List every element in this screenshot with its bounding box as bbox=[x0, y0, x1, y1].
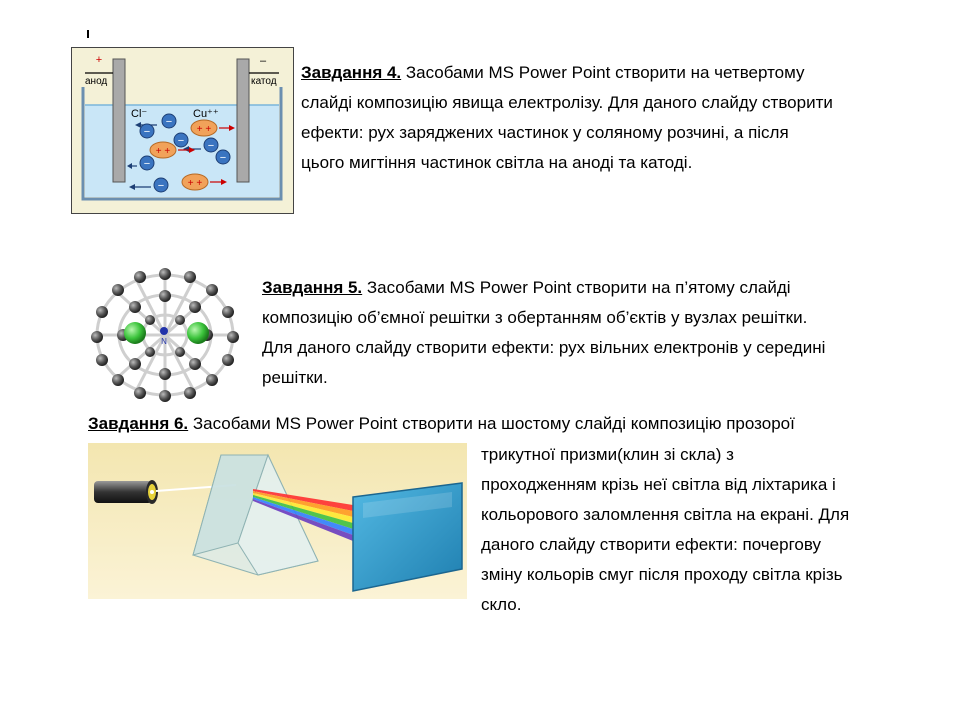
task-6-line-4: кольорового заломлення світла на екрані. Для bbox=[481, 505, 850, 524]
task-5-line-1: Засобами MS Power Point створити на п’ятому слайді bbox=[362, 278, 791, 297]
task-4-line-1: Засобами MS Power Point створити на четвертому bbox=[401, 63, 805, 82]
anion-particle bbox=[174, 133, 188, 147]
task-5-heading: Завдання 5. bbox=[262, 278, 363, 297]
task-6-line-3: проходженням крізь неї світла від ліхтарика і bbox=[481, 475, 836, 494]
task-5-line-2: композицію об’ємної решітки з обертанням об’єктів у вузлах решітки. bbox=[262, 308, 808, 327]
task-6-line-6: зміну кольорів смуг після проходу світла крізь bbox=[481, 565, 843, 584]
task-6-line-7: скло. bbox=[481, 595, 522, 614]
svg-text:+ +: + + bbox=[187, 178, 203, 189]
chloride-label: Cl⁻ bbox=[131, 108, 148, 120]
cathode-label: катод bbox=[251, 76, 277, 87]
anion-particle bbox=[140, 124, 154, 138]
svg-text:−: − bbox=[177, 135, 185, 147]
task-5-line-3: Для даного слайду створити ефекти: рух вільних електронів у середині bbox=[262, 338, 826, 357]
task-6-line-5: даного слайду створити ефекти: почергову bbox=[481, 535, 822, 554]
lattice-illustration bbox=[80, 262, 250, 408]
task-6-line-2: трикутної призми(клин зі скла) з bbox=[481, 445, 734, 464]
task-5-text bbox=[262, 273, 825, 393]
electrolysis-illustration bbox=[71, 47, 294, 214]
task-4-line-3: ефекти: рух заряджених частинок у соляному розчині, а після bbox=[301, 123, 789, 142]
task-6-text-top bbox=[88, 409, 795, 439]
flashlight bbox=[94, 480, 158, 504]
dopant-atom-left bbox=[124, 322, 146, 344]
svg-text:−: − bbox=[157, 180, 165, 192]
anode-electrode bbox=[113, 59, 125, 182]
svg-text:−: − bbox=[219, 152, 227, 164]
svg-text:−: − bbox=[143, 158, 151, 170]
anode-label: анод bbox=[85, 76, 108, 87]
task-4-line-2: слайді композицію явища електролізу. Для даного слайду створити bbox=[301, 93, 833, 112]
stray-mark bbox=[87, 30, 89, 38]
svg-text:−: − bbox=[207, 140, 215, 152]
task-5-line-4: решітки. bbox=[262, 368, 328, 387]
anode-sign: + bbox=[95, 54, 103, 66]
anion-particle bbox=[216, 150, 230, 164]
svg-text:+ +: + + bbox=[196, 124, 212, 135]
svg-text:−: − bbox=[165, 116, 173, 128]
prism-illustration bbox=[88, 443, 467, 599]
cathode-sign: – bbox=[259, 55, 267, 67]
task-6-line-1: Засобами MS Power Point створити на шостому слайді композицію прозорої bbox=[188, 414, 795, 433]
cathode-electrode bbox=[237, 59, 249, 182]
center-atom-label: N bbox=[161, 337, 167, 346]
lattice-svg bbox=[80, 262, 250, 408]
task-4-text bbox=[301, 58, 833, 178]
dopant-atom-right bbox=[187, 322, 209, 344]
prism-svg bbox=[88, 443, 467, 599]
task-4-line-4: цього мигтіння частинок світла на аноді та катоді. bbox=[301, 153, 693, 172]
task-4-heading: Завдання 4. bbox=[301, 63, 402, 82]
task-6-heading: Завдання 6. bbox=[88, 414, 189, 433]
center-atom bbox=[160, 327, 168, 335]
electrolysis-svg bbox=[71, 47, 294, 214]
copper-label: Cu⁺⁺ bbox=[193, 108, 219, 120]
task-6-text-bottom bbox=[481, 440, 849, 620]
svg-text:+ +: + + bbox=[155, 146, 171, 157]
svg-text:−: − bbox=[143, 126, 151, 138]
